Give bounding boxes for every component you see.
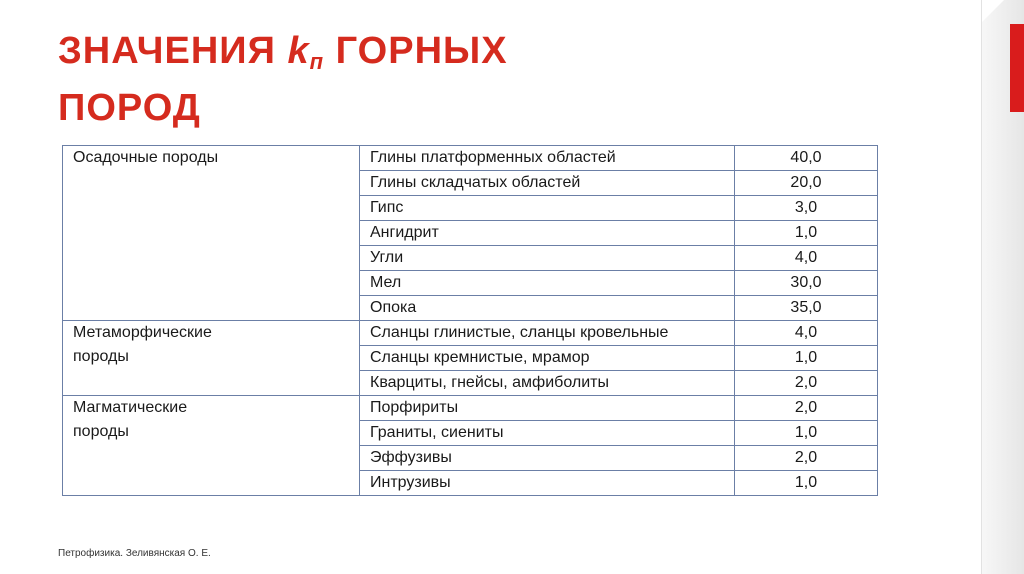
rock-name-cell: Гипс — [360, 196, 735, 221]
rock-group-cell: Осадочные породы — [63, 146, 360, 321]
rock-group-cell: Магматические породы — [63, 396, 360, 496]
page-fold — [982, 0, 1004, 22]
kn-value-cell: 4,0 — [735, 246, 878, 271]
rock-name-cell: Сланцы глинистые, сланцы кровельные — [360, 321, 735, 346]
kn-values-table — [62, 145, 878, 496]
kn-value-cell: 40,0 — [735, 146, 878, 171]
footer-credit: Петрофизика. Зеливянская О. Е. — [58, 548, 211, 559]
rock-name-cell: Ангидрит — [360, 221, 735, 246]
title-k-symbol — [287, 30, 324, 72]
rock-name-cell: Кварциты, гнейсы, амфиболиты — [360, 371, 735, 396]
table-row — [63, 396, 878, 421]
rock-name-cell: Граниты, сиениты — [360, 421, 735, 446]
kn-value-cell: 1,0 — [735, 421, 878, 446]
kn-value-cell: 1,0 — [735, 471, 878, 496]
rock-group-cell: Метаморфические породы — [63, 321, 360, 396]
accent-bar — [1010, 24, 1024, 112]
table-row — [63, 321, 878, 346]
rock-name-cell: Порфириты — [360, 396, 735, 421]
kn-value-cell: 2,0 — [735, 371, 878, 396]
table-row — [63, 146, 878, 171]
rock-name-cell: Глины платформенных областей — [360, 146, 735, 171]
slide-title — [58, 28, 508, 131]
title-line2: ПОРОД — [58, 87, 201, 129]
title-suffix: ГОРНЫХ — [335, 30, 508, 72]
kn-value-cell: 4,0 — [735, 321, 878, 346]
kn-value-cell: 2,0 — [735, 396, 878, 421]
title-k-letter: k — [287, 30, 310, 72]
rock-name-cell: Эффузивы — [360, 446, 735, 471]
kn-value-cell: 35,0 — [735, 296, 878, 321]
title-prefix: ЗНАЧЕНИЯ — [58, 30, 276, 72]
rock-name-cell: Опока — [360, 296, 735, 321]
rock-name-cell: Глины складчатых областей — [360, 171, 735, 196]
rock-name-cell: Интрузивы — [360, 471, 735, 496]
rock-name-cell: Сланцы кремнистые, мрамор — [360, 346, 735, 371]
kn-value-cell: 1,0 — [735, 221, 878, 246]
kn-value-cell: 3,0 — [735, 196, 878, 221]
kn-value-cell: 20,0 — [735, 171, 878, 196]
rock-name-cell: Мел — [360, 271, 735, 296]
rock-name-cell: Угли — [360, 246, 735, 271]
kn-value-cell: 30,0 — [735, 271, 878, 296]
kn-table-body — [63, 146, 878, 496]
kn-value-cell: 1,0 — [735, 346, 878, 371]
title-k-subscript: п — [309, 49, 325, 74]
kn-value-cell: 2,0 — [735, 446, 878, 471]
